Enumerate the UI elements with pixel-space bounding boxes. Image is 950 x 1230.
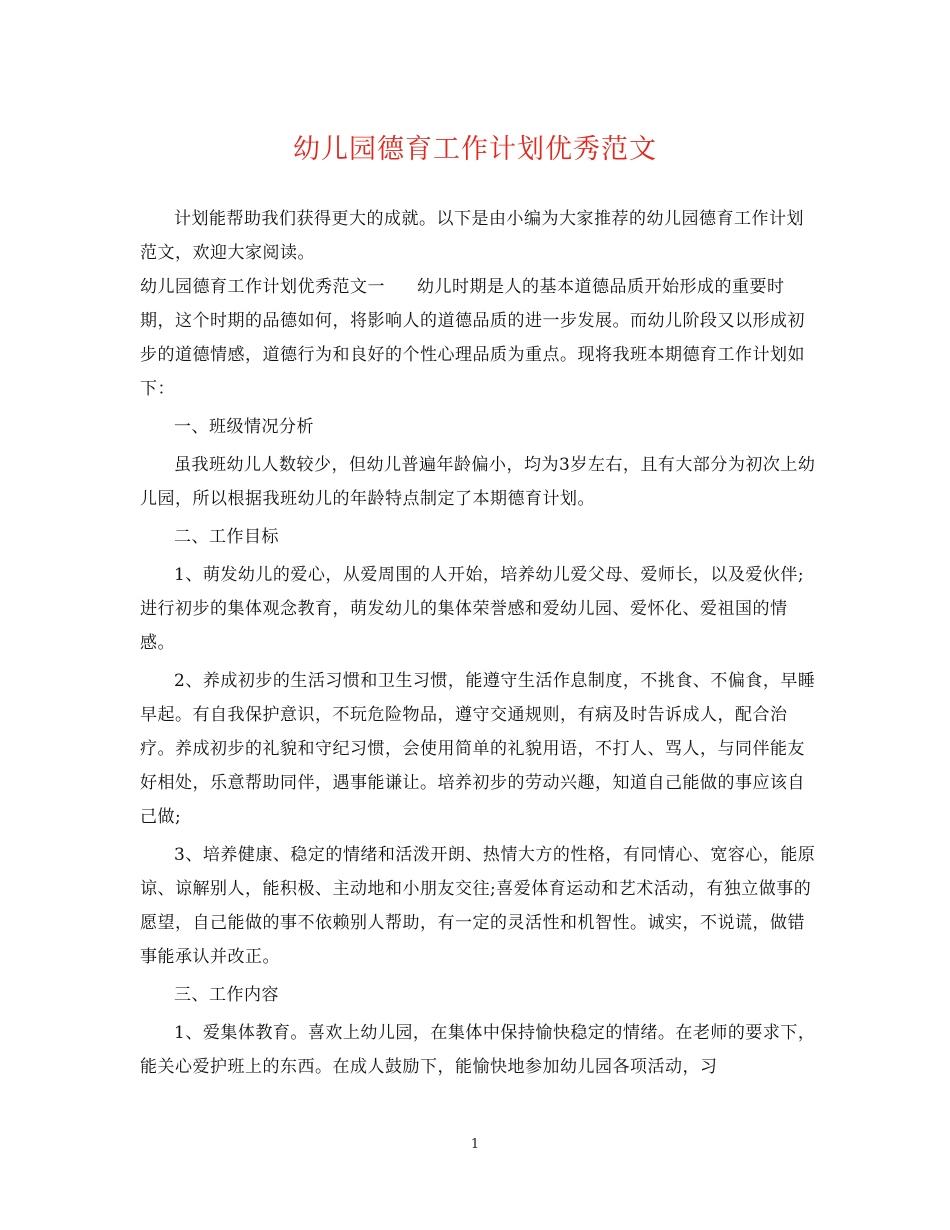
intro-paragraph: 计划能帮助我们获得更大的成就。以下是由小编为大家推荐的幼儿园德育工作计划范文，欢迎大家阅读。	[140, 209, 804, 263]
section-lead: 幼儿时期是人的基本道德品质开始形成的重要时期，这个时期的品德如何，将影响人的道德品质的进一步发展。而幼儿阶段又以形成初步的道德情感，道德行为和良好的个性心理品质为重点。现将我班本期德育工作计划如下：	[140, 277, 805, 399]
page-number: 1	[470, 1137, 480, 1152]
section-heading: 幼儿园德育工作计划优秀范文一	[140, 277, 385, 297]
document-body	[140, 202, 816, 1084]
section-paragraph	[140, 270, 816, 406]
goal-item-3: 3、培养健康、稳定的情绪和活泼开朗、热情大方的性格，有同情心、宽容心，能原谅、谅解别人，能积极、主动地和小朋友交往;喜爱体育运动和艺术活动，有独立做事的愿望，自己能做的事不依赖别人帮助，有一定的灵活性和机智性。诚实，不说谎，做错事能承认并改正。	[140, 845, 816, 967]
heading-work-goals: 二、工作目标	[174, 527, 279, 547]
heading-work-content: 三、工作内容	[174, 985, 279, 1005]
class-analysis-paragraph: 虽我班幼儿人数较少，但幼儿普遍年龄偏小，均为3岁左右，且有大部分为初次上幼儿园，所以根据我班幼儿的年龄特点制定了本期德育计划。	[140, 455, 816, 509]
content-item-1: 1、爱集体教育。喜欢上幼儿园，在集体中保持愉快稳定的情绪。在老师的要求下，能关心爱护班上的东西。在成人鼓励下，能愉快地参加幼儿园各项活动，习	[140, 1023, 816, 1077]
heading-class-analysis: 一、班级情况分析	[174, 417, 314, 437]
goal-item-1: 1、萌发幼儿的爱心，从爱周围的人开始，培养幼儿爱父母、爱师长，以及爱伙伴;进行初步的集体观念教育，萌发幼儿的集体荣誉感和爱幼儿园、爱怀化、爱祖国的情感。	[140, 565, 805, 653]
document-title: 幼儿园德育工作计划优秀范文	[293, 134, 657, 165]
goal-item-2: 2、养成初步的生活习惯和卫生习惯，能遵守生活作息制度，不挑食、不偏食，早睡早起。有自我保护意识，不玩危险物品，遵守交通规则，有病及时告诉成人，配合治疗。养成初步的礼貌和守纪习惯，会使用简单的礼貌用语，不打人、骂人，与同伴能友好相处，乐意帮助同伴，遇事能谦让。培养初步的劳动兴趣，知道自己能做的事应该自己做;	[140, 671, 816, 827]
